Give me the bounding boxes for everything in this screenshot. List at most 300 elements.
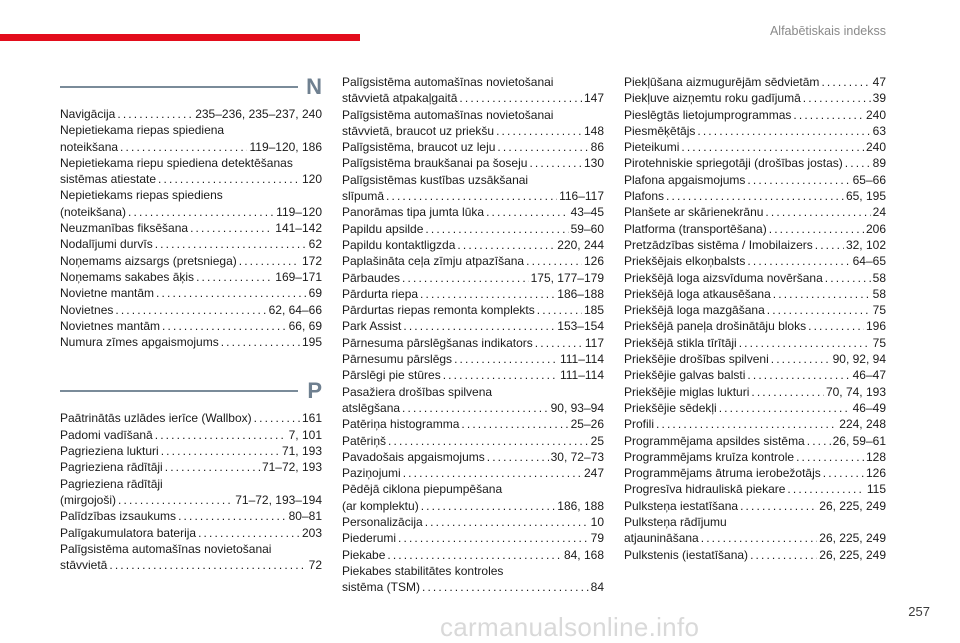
entry-term: Programmējams ātruma ierobežotājs: [624, 466, 821, 481]
index-entry[interactable]: [60, 508, 322, 524]
entry-pages[interactable]: 75: [872, 335, 886, 350]
index-entry[interactable]: [342, 237, 604, 253]
dot-leader: [529, 155, 582, 171]
index-entry[interactable]: [342, 384, 604, 417]
entry-line: [624, 367, 886, 383]
entry-line: [342, 270, 604, 286]
dot-leader: [767, 302, 871, 318]
page-header-title: Alfabētiskais indekss: [769, 24, 886, 38]
entry-term: stāvvietā: [60, 558, 108, 573]
index-entry[interactable]: [624, 139, 886, 155]
entry-term-line: Nepietiekama riepu spiediena detektēšanas: [60, 155, 293, 170]
index-entry[interactable]: [342, 563, 604, 596]
entry-term: (mirgojoši): [60, 492, 117, 507]
index-entry[interactable]: [624, 237, 886, 253]
entry-pages[interactable]: 90, 93–94: [550, 400, 604, 415]
entry-pages[interactable]: 148: [583, 123, 604, 138]
index-entry[interactable]: [342, 351, 604, 367]
dot-leader: [537, 302, 582, 318]
entry-pages[interactable]: 224, 248: [839, 417, 886, 432]
entry-pages[interactable]: 65–66: [852, 172, 886, 187]
entry-term-line: Nepietiekams riepas spiediens: [60, 188, 223, 203]
entry-line: [624, 318, 886, 334]
entry-pages[interactable]: 71–72, 193–194: [235, 492, 322, 507]
entry-pages[interactable]: 175, 177–179: [530, 270, 604, 285]
index-entry[interactable]: [60, 525, 322, 541]
entry-line: [342, 253, 604, 269]
dot-leader: [526, 253, 582, 269]
dot-leader: [403, 465, 582, 481]
dot-leader: [402, 400, 549, 416]
dot-leader: [656, 416, 837, 432]
index-entry[interactable]: [624, 221, 886, 237]
entry-pages[interactable]: 186–188: [557, 286, 604, 301]
index-entry[interactable]: [624, 498, 886, 514]
entry-line: [60, 334, 322, 350]
entry-term: Programmējams kruīza kontrole: [624, 449, 795, 464]
entry-pages[interactable]: 186, 188: [557, 498, 604, 513]
dot-leader: [765, 204, 870, 220]
index-entry[interactable]: [342, 155, 604, 171]
dot-leader: [387, 547, 562, 563]
entry-term: Novietnes: [60, 302, 114, 317]
entry-pages[interactable]: 69: [308, 286, 322, 301]
entry-pages[interactable]: 89: [872, 156, 886, 171]
entry-term: (ar komplektu): [342, 498, 419, 513]
index-entry[interactable]: [624, 188, 886, 204]
entry-pages[interactable]: 115: [866, 482, 886, 497]
entry-pages[interactable]: 39: [872, 91, 886, 106]
index-entry[interactable]: [60, 155, 322, 188]
index-entry[interactable]: [60, 269, 322, 285]
entry-pages[interactable]: 58: [872, 286, 886, 301]
index-entry[interactable]: [342, 416, 604, 432]
section-gap: [60, 350, 322, 378]
index-entry[interactable]: [624, 302, 886, 318]
entry-pages[interactable]: 130: [583, 156, 604, 171]
entry-pages[interactable]: 62: [308, 237, 322, 252]
entry-pages[interactable]: 84, 168: [563, 547, 604, 562]
index-entry[interactable]: [624, 465, 886, 481]
entry-term-line: Palīgsistēmas kustības uzsākšanai: [342, 172, 529, 187]
entry-term: Park Assist: [342, 319, 402, 334]
index-entry[interactable]: [60, 122, 322, 155]
entry-pages[interactable]: 26, 225, 249: [819, 498, 886, 513]
entry-pages[interactable]: 66, 69: [288, 318, 322, 333]
index-entry[interactable]: [60, 334, 322, 350]
entry-term: atjaunināšana: [624, 531, 699, 546]
entry-line: [60, 236, 322, 252]
entry-pages[interactable]: 32, 102: [845, 237, 886, 252]
entry-term: Priekšējais elkoņbalsts: [624, 254, 746, 269]
entry-line: [342, 123, 604, 139]
entry-pages[interactable]: 71–72, 193: [261, 460, 322, 475]
dot-leader: [751, 384, 824, 400]
dot-leader: [807, 433, 831, 449]
dot-leader: [109, 557, 306, 573]
entry-term: Pārdurta riepa: [342, 286, 419, 301]
index-entry[interactable]: [624, 172, 886, 188]
entry-pages[interactable]: 141–142: [275, 221, 322, 236]
index-entry[interactable]: [624, 286, 886, 302]
entry-line: [342, 433, 604, 449]
dot-leader: [421, 498, 556, 514]
index-column-2: [342, 74, 604, 596]
entry-pages[interactable]: 128: [865, 449, 886, 464]
entry-line: [60, 302, 322, 318]
entry-line: [342, 204, 604, 220]
entry-pages[interactable]: 59–60: [570, 221, 604, 236]
index-entry[interactable]: [60, 187, 322, 220]
entry-pages[interactable]: 70, 74, 193: [825, 384, 886, 399]
entry-pages[interactable]: 235–236, 235–237, 240: [195, 107, 322, 121]
entry-line: [624, 465, 886, 481]
dot-leader: [165, 459, 260, 475]
index-entry[interactable]: [624, 400, 886, 416]
index-entry[interactable]: [60, 302, 322, 318]
index-entry[interactable]: [624, 335, 886, 351]
index-entry[interactable]: [60, 476, 322, 509]
index-entry[interactable]: [624, 547, 886, 563]
entry-line: [342, 547, 604, 563]
entry-pages[interactable]: 62, 64–66: [268, 302, 322, 317]
dot-leader: [420, 286, 555, 302]
entry-line: [60, 492, 322, 508]
dot-leader: [190, 220, 273, 236]
entry-term: Novietnes mantām: [60, 318, 161, 333]
entry-term: Plafona apgaismojums: [624, 172, 746, 187]
entry-term: Palīgsistēma braukšanai pa šoseju: [342, 156, 528, 171]
index-entry[interactable]: [342, 433, 604, 449]
dot-leader: [155, 427, 287, 443]
dot-leader: [808, 318, 864, 334]
entry-line: [624, 188, 886, 204]
entry-term: Pirotehniskie spriegotāji (drošības jostas): [624, 156, 843, 171]
entry-line: [624, 547, 886, 563]
entry-line: [342, 514, 604, 530]
entry-pages[interactable]: 195: [301, 335, 322, 350]
entry-line: [60, 557, 322, 573]
dot-leader: [386, 188, 557, 204]
entry-line: [342, 221, 604, 237]
dot-leader: [454, 351, 558, 367]
entry-pages[interactable]: 46–47: [852, 368, 886, 383]
index-entry[interactable]: [624, 74, 886, 90]
index-entry[interactable]: [60, 443, 322, 459]
entry-pages[interactable]: 169–171: [275, 269, 322, 284]
entry-pages[interactable]: 80–81: [288, 509, 322, 524]
index-entry[interactable]: [624, 253, 886, 269]
entry-pages[interactable]: 240: [865, 140, 886, 155]
index-entry[interactable]: [342, 139, 604, 155]
entry-pages[interactable]: 65, 195: [845, 189, 886, 204]
index-entry[interactable]: [60, 106, 322, 122]
entry-pages[interactable]: 47: [872, 75, 886, 89]
index-entry[interactable]: [624, 155, 886, 171]
entry-pages[interactable]: 25–26: [570, 417, 604, 432]
entry-term: (noteikšana): [60, 204, 127, 219]
dot-leader: [796, 449, 864, 465]
dot-leader: [793, 107, 864, 123]
entry-line: [60, 318, 322, 334]
entry-line: [342, 498, 604, 514]
entry-term-line: Pasažiera drošības spilvena: [342, 384, 493, 399]
entry-term: Palīdzības izsaukums: [60, 509, 177, 524]
index-entry[interactable]: [624, 351, 886, 367]
entry-line: [342, 188, 604, 204]
entry-pages[interactable]: 116–117: [559, 189, 604, 204]
entry-line: [624, 74, 886, 90]
index-entry[interactable]: [342, 74, 604, 107]
entry-term: Priekšējie miglas lukturi: [624, 384, 750, 399]
index-entry[interactable]: [60, 541, 322, 574]
entry-pages[interactable]: 43–45: [570, 205, 604, 220]
entry-line: [60, 443, 322, 459]
entry-term: Numura zīmes apgaismojums: [60, 335, 219, 350]
index-entry[interactable]: [624, 367, 886, 383]
entry-pages[interactable]: 63: [872, 123, 886, 138]
index-entry[interactable]: [342, 367, 604, 383]
entry-term: Pulksteņa iestatīšana: [624, 498, 739, 513]
dot-leader: [681, 139, 864, 155]
entry-pages[interactable]: 126: [583, 254, 604, 269]
section-letter: P: [307, 378, 322, 404]
entry-pages[interactable]: 153–154: [557, 319, 604, 334]
entry-term: atslēgšana: [342, 400, 401, 415]
entry-pages[interactable]: 46–49: [852, 400, 886, 415]
dot-leader: [823, 465, 864, 481]
entry-line: [342, 90, 604, 106]
entry-line: [342, 416, 604, 432]
dot-leader: [158, 171, 300, 187]
entry-term: Programmējama apsildes sistēma: [624, 433, 805, 448]
index-entry[interactable]: [342, 204, 604, 220]
entry-term: Noņemams sakabes āķis: [60, 269, 195, 284]
entry-pages[interactable]: 79: [590, 531, 604, 546]
index-entry[interactable]: [60, 285, 322, 301]
index-entry[interactable]: [624, 318, 886, 334]
entry-term-line: Nepietiekama riepas spiediena: [60, 123, 225, 138]
index-entry[interactable]: [60, 253, 322, 269]
entry-line: [342, 579, 604, 595]
index-entry[interactable]: [60, 318, 322, 334]
entry-pages[interactable]: 220, 244: [557, 237, 604, 252]
index-entry[interactable]: [60, 427, 322, 443]
entry-pages[interactable]: 86: [590, 140, 604, 155]
page-number: 257: [908, 604, 930, 619]
entry-term: Plafons: [624, 189, 665, 204]
index-entry[interactable]: [342, 449, 604, 465]
dot-leader: [422, 579, 589, 595]
entry-pages[interactable]: 206: [865, 221, 886, 236]
index-entry[interactable]: [342, 481, 604, 514]
entry-term: Patēriņš: [342, 433, 387, 448]
dot-leader: [821, 74, 870, 90]
entry-pages[interactable]: 75: [872, 303, 886, 318]
entry-term-line: Pulksteņa rādījumu: [624, 515, 727, 530]
index-entry[interactable]: [624, 107, 886, 123]
dot-leader: [747, 367, 850, 383]
index-entry[interactable]: [624, 270, 886, 286]
dot-leader: [221, 334, 300, 350]
entry-pages[interactable]: 26, 225, 249: [819, 531, 886, 546]
entry-pages[interactable]: 26, 225, 249: [819, 547, 886, 562]
entry-term: Piekļuve aizņemtu roku gadījumā: [624, 91, 801, 106]
entry-pages[interactable]: 90, 92, 94: [832, 352, 886, 367]
entry-pages[interactable]: 111–114: [559, 352, 604, 367]
entry-pages[interactable]: 119–120: [276, 204, 322, 219]
entry-pages[interactable]: 172: [301, 253, 322, 268]
entry-pages[interactable]: 196: [865, 319, 886, 334]
dot-leader: [535, 335, 583, 351]
dot-leader: [118, 492, 233, 508]
index-entry[interactable]: [342, 286, 604, 302]
entry-pages[interactable]: 24: [872, 205, 886, 220]
entry-term: Priekšējie drošības spilveni: [624, 352, 769, 367]
entry-term: Priekšējā stikla tīrītāji: [624, 335, 737, 350]
index-entry[interactable]: [624, 481, 886, 497]
dot-leader: [666, 188, 844, 204]
index-entry[interactable]: [342, 107, 604, 140]
entry-pages[interactable]: 120: [301, 172, 322, 187]
entry-line: [60, 285, 322, 301]
entry-term: Neuzmanības fiksēšana: [60, 221, 189, 236]
entry-term-line: Palīgsistēma automašīnas novietošanai: [342, 75, 554, 89]
entry-line: [624, 221, 886, 237]
index-entry[interactable]: [60, 410, 322, 426]
entry-line: [342, 449, 604, 465]
dot-leader: [117, 106, 193, 122]
entry-term: Paātrinātās uzlādes ierīce (Wallbox): [60, 411, 252, 426]
entry-line: [60, 171, 322, 187]
dot-leader: [740, 498, 817, 514]
entry-line: [60, 459, 322, 475]
index-entry[interactable]: [60, 236, 322, 252]
index-entry[interactable]: [342, 172, 604, 205]
entry-term: Palīgakumulatora baterija: [60, 525, 197, 540]
index-entry[interactable]: [624, 449, 886, 465]
entry-pages[interactable]: 126: [865, 466, 886, 481]
entry-line: [624, 139, 886, 155]
dot-leader: [254, 410, 300, 426]
index-entry[interactable]: [624, 514, 886, 547]
dot-leader: [161, 443, 280, 459]
entry-pages[interactable]: 26, 59–61: [832, 433, 886, 448]
entry-pages[interactable]: 147: [583, 91, 604, 106]
index-entry[interactable]: [342, 253, 604, 269]
index-entry[interactable]: [342, 530, 604, 546]
index-entry[interactable]: [624, 416, 886, 432]
index-entry[interactable]: [60, 459, 322, 475]
entry-term: Papildu apsilde: [342, 221, 424, 236]
entry-term: Priekšējā loga mazgāšana: [624, 303, 765, 318]
index-entry[interactable]: [342, 335, 604, 351]
dot-leader: [155, 236, 307, 252]
entry-pages[interactable]: 64–65: [852, 254, 886, 269]
entry-term: Pārnesumu pārslēgs: [342, 352, 453, 367]
entry-line: [342, 351, 604, 367]
dot-leader: [388, 433, 589, 449]
dot-leader: [787, 481, 864, 497]
entry-line: [60, 269, 322, 285]
entry-line: [624, 433, 886, 449]
entry-pages[interactable]: 119–120, 186: [249, 139, 322, 154]
index-entry[interactable]: [342, 514, 604, 530]
entry-line: [60, 220, 322, 236]
entry-term: stāvvietā, braucot uz priekšu: [342, 123, 495, 138]
entry-term: noteikšana: [60, 139, 119, 154]
dot-leader: [771, 351, 831, 367]
dot-leader: [115, 302, 266, 318]
entry-pages[interactable]: 84: [590, 580, 604, 595]
index-entry[interactable]: [342, 547, 604, 563]
entry-pages[interactable]: 117: [584, 335, 604, 350]
entry-pages[interactable]: 25: [590, 433, 604, 448]
entry-term-line: Pēdējā ciklona piepumpēšana: [342, 482, 503, 497]
index-entry[interactable]: [342, 270, 604, 286]
dot-leader: [825, 270, 871, 286]
entry-line: [624, 481, 886, 497]
entry-term: Piekabe: [342, 547, 386, 562]
entry-term: Piesmēķētājs: [624, 123, 696, 138]
index-entry[interactable]: [342, 318, 604, 334]
index-entry[interactable]: [624, 90, 886, 106]
dot-leader: [486, 204, 569, 220]
entry-line: [342, 465, 604, 481]
entry-pages[interactable]: 247: [583, 466, 604, 481]
entry-line: [342, 302, 604, 318]
dot-leader: [719, 400, 851, 416]
entry-pages[interactable]: 185: [583, 303, 604, 318]
index-entry[interactable]: [624, 384, 886, 400]
index-entry[interactable]: [624, 204, 886, 220]
entry-line: [624, 123, 886, 139]
entry-line: [342, 530, 604, 546]
dot-leader: [120, 139, 247, 155]
entry-line: [342, 400, 604, 416]
entry-pages[interactable]: 240: [865, 107, 886, 122]
entry-pages[interactable]: 111–114: [559, 368, 604, 383]
entry-term: Priekšējā paneļa drošinātāju bloks: [624, 319, 807, 334]
dot-leader: [701, 530, 818, 546]
entry-pages[interactable]: 10: [590, 515, 604, 530]
entry-term: Pārnesuma pārslēgšanas indikators: [342, 335, 533, 350]
index-entry[interactable]: [624, 433, 886, 449]
index-entry[interactable]: [624, 123, 886, 139]
entry-line: [624, 498, 886, 514]
entry-term: Pavadošais apgaismojums: [342, 449, 485, 464]
dot-leader: [398, 530, 589, 546]
index-entry[interactable]: [60, 220, 322, 236]
entry-pages[interactable]: 7, 101: [288, 427, 322, 442]
entry-line: [60, 410, 322, 426]
entry-pages[interactable]: 58: [872, 270, 886, 285]
index-entry[interactable]: [342, 221, 604, 237]
entry-pages[interactable]: 203: [301, 525, 322, 540]
entry-pages[interactable]: 72: [308, 558, 322, 573]
entry-term: Priekšējā loga aizsvīduma novēršana: [624, 270, 823, 285]
entry-pages[interactable]: 161: [301, 411, 322, 426]
entry-line: [342, 155, 604, 171]
entry-pages[interactable]: 71, 193: [281, 444, 322, 459]
entry-term: Paplašināta ceļa zīmju atpazīšana: [342, 254, 525, 269]
entry-pages[interactable]: 30, 72–73: [550, 449, 604, 464]
index-entry[interactable]: [342, 302, 604, 318]
index-entry[interactable]: [342, 465, 604, 481]
section-letter: N: [306, 74, 322, 99]
dot-leader: [178, 508, 287, 524]
entry-line: [624, 172, 886, 188]
